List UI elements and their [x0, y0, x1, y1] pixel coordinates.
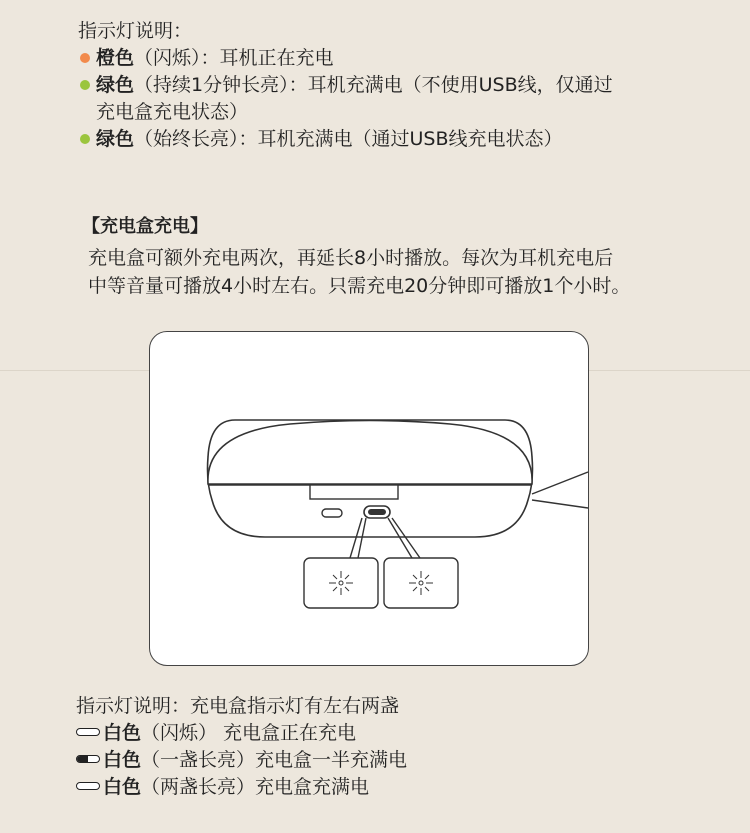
indicator-color-label: 白色 — [103, 749, 142, 771]
indicator-desc: （持续1分钟长亮）：耳机充满电（不使用USB线，仅通过 — [134, 74, 613, 96]
orange-dot-icon — [80, 53, 90, 63]
indicator-color-label: 绿色 — [96, 128, 135, 150]
indicator-color-label: 白色 — [103, 776, 142, 798]
indicator-color-label: 绿色 — [96, 74, 135, 96]
indicator-item-green-always — [78, 126, 613, 153]
led-left-callout — [304, 558, 378, 608]
usb-port — [322, 509, 342, 517]
indicator-color-label: 橙色 — [96, 47, 135, 69]
indicator-desc: （两盏长亮）充电盒充满电 — [141, 776, 370, 798]
indicator-desc: （闪烁） 充电盒正在充电 — [141, 722, 357, 744]
indicator-color-label: 白色 — [103, 722, 142, 744]
cable — [532, 472, 588, 494]
charging-case-illustration — [149, 331, 589, 666]
charging-case-drawing — [150, 332, 588, 665]
case-slot — [310, 485, 398, 499]
led-right-callout — [384, 558, 458, 608]
indicator-desc: （一盏长亮）充电盒一半充满电 — [141, 749, 408, 771]
green-dot-icon — [80, 134, 90, 144]
indicator-desc-continued: 充电盒充电状态） — [96, 101, 249, 123]
indicator-item-green-1min — [78, 72, 613, 99]
section-title: 指示灯说明： — [78, 20, 193, 42]
section-heading: 【充电盒充电】 — [82, 216, 208, 237]
case-lid — [208, 421, 532, 485]
case-indicator-item-half — [76, 747, 407, 774]
indicator-section-earbuds — [78, 18, 613, 153]
indicator-desc: （始终长亮）：耳机充满电（通过USB线充电状态） — [134, 128, 563, 150]
section-title: 指示灯说明：充电盒指示灯有左右两盏 — [76, 695, 400, 717]
indicator-desc: （闪烁）：耳机正在充电 — [134, 47, 334, 69]
case-indicator-item-full — [76, 774, 407, 801]
paragraph-line: 充电盒可额外充电两次，再延长8小时播放。每次为耳机充电后 — [88, 247, 614, 269]
indicator-section-case — [76, 693, 407, 801]
indicator-item-orange — [78, 45, 613, 72]
led-full-on-icon — [76, 782, 100, 790]
paragraph-line: 中等音量可播放4小时左右。只需充电20分钟即可播放1个小时。 — [88, 275, 631, 297]
case-indicator-item-blinking — [76, 720, 407, 747]
green-dot-icon — [80, 80, 90, 90]
led-half-on-icon — [76, 755, 100, 763]
charging-case-section — [82, 212, 630, 300]
led-blinking-icon — [76, 728, 100, 736]
